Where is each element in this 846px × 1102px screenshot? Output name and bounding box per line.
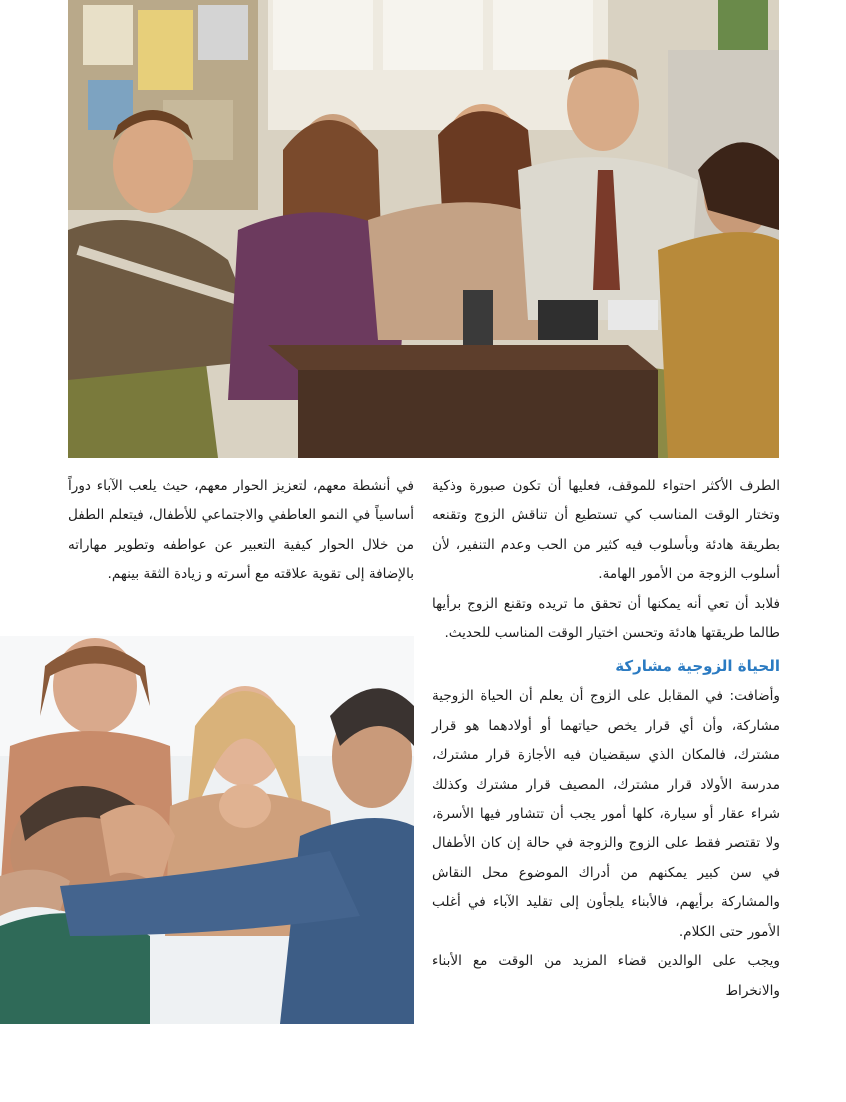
- family-meeting-illustration: [68, 0, 779, 458]
- family-meeting-photo: [68, 0, 779, 458]
- right-text-column: [432, 472, 780, 1006]
- right-paragraph-3: وأضافت: في المقابل على الزوج أن يعلم أن الحياة الزوجية مشاركة، وأن أي قرار يخص حياتهما أو أولادهما هو قرار مشترك، فالمكان الذي سيقضيان فيه الأجازة قرار مشترك، مدرسة الأولاد قرار مشترك، المصيف قرار مشترك وكذلك شراء عقار أو سيارة، كلها أمور يجب أن تتشاور فيها الأسرة، ولا تقتصر فقط على الزوج والزوجة في حالة إن كان الأطفال في سن كبير يمكنهم من أدراك الموضوع محل النقاش والمشاركة برأيهم، فالأبناء يلجأون إلى تقليد الآباء في أغلب الأمور حتى الكلام.: [432, 688, 780, 940]
- right-paragraph-2: فلابد أن تعي أنه يمكنها أن تحقق ما تريده وتقنع الزوج برأيها طالما طريقتها هادئة وتحسن اختيار الوقت المناسب للحديث.: [432, 595, 780, 642]
- group-support-photo: [0, 636, 414, 1024]
- section-heading: الحياة الزوجية مشاركة: [615, 657, 780, 676]
- left-paragraph-1: في أنشطة معهم، لتعزيز الحوار معهم، حيث يلعب الآباء دوراً أساسياً في النمو العاطفي والاجتماعي للأطفال، فيتعلم الطفل من خلال الحوار كيفية التعبير عن عواطفه وتطوير مهاراته بالإضافة إلى تقوية علاقته مع أسرته و زيادة الثقة بينهم.: [68, 478, 414, 583]
- right-paragraph-4: ويجب على الوالدين قضاء المزيد من الوقت مع الأبناء والانخراط: [432, 953, 780, 999]
- left-text-column: [68, 472, 414, 590]
- group-support-illustration: [0, 636, 414, 1024]
- right-paragraph-1: الطرف الأكثر احتواء للموقف، فعليها أن تكون صبورة وذكية وتختار الوقت المناسب كي تستطيع أن تناقش الزوج وتقنعه بطريقة هادئة وبأسلوب فيه كثير من الحب وعدم التنفير، لأن أسلوب الزوجة من الأمور الهامة.: [432, 478, 780, 583]
